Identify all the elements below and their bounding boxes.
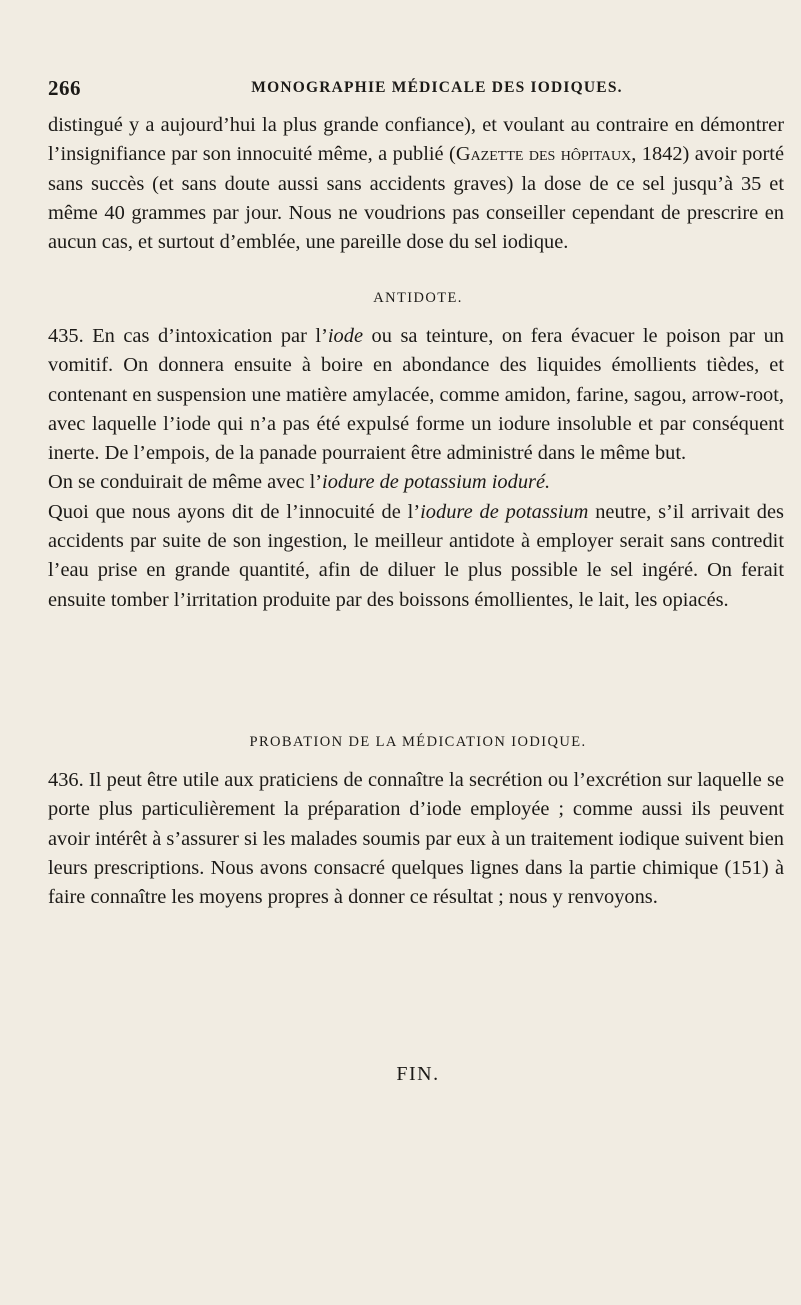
page-header	[48, 76, 788, 108]
section-heading-probation: PROBATION DE LA MÉDICATION IODIQUE.	[249, 734, 587, 750]
running-head: MONOGRAPHIE MÉDICALE DES IODIQUES.	[251, 79, 623, 96]
paragraph: Quoi que nous ayons dit de l’innocuité de l’iodure de potassium neutre, s’il arrivait des accidents par suite de son ingestion, le meilleur antidote à employer serait sans contredit l’eau prise en grande quantité, afin de diluer le plus possible le sel ingéré. On ferait ensuite tomber l’irritation produite par des boissons émollientes, le lait, les opiacés.	[48, 500, 784, 611]
page-number: 266	[48, 76, 81, 100]
paragraph: On se conduirait de même avec l’iodure de potassium ioduré.	[48, 471, 551, 494]
probation-section	[48, 766, 784, 912]
end-mark: FIN.	[396, 1063, 440, 1085]
paragraph-436: 436. Il peut être utile aux praticiens de connaître la secrétion ou l’excrétion sur laquelle se porte plus particulièrement la préparation d’iode employée ; comme aussi ils peuvent avoir intérêt à s’assurer si les malades soumis par eux à un traitement iodique suivent bien leurs prescriptions. Nous avons consacré quelques lignes dans la partie chimique (151) à faire connaître les moyens propres à donner ce résultat ; nous y renvoyons.	[48, 769, 784, 909]
section-heading-antidote: ANTIDOTE.	[373, 290, 463, 306]
paragraph-435: 435. En cas d’intoxication par l’iode ou sa teinture, on fera évacuer le poison par un vomitif. On donnera ensuite à boire en abondance des liquides émollients tièdes, et contenant en suspension une matière amylacée, comme amidon, farine, sagou, arrow-root, avec laquelle l’iode qui n’a pas été expulsé forme un iodure insoluble et par conséquent inerte. De l’empois, de la panade pourraient être administré dans le même but.	[48, 325, 784, 465]
citation-journal: Gazette des hôpitaux	[455, 143, 632, 166]
paragraph: distingué y a aujourd’hui la plus grande confiance), et voulant au contraire en démontrer l’insignifiance par son innocuité même, a publié (Gazette des hôpitaux, 1842) avoir porté sans succès (et sans doute aussi sans accidents graves) la dose de ce sel jusqu’à 35 et même 40 grammes par jour. Nous ne voudrions pas conseiller cependant de prescrire en aucun cas, et surtout d’emblée, une pareille dose du sel iodique.	[48, 114, 784, 254]
continuation-paragraph	[48, 111, 784, 257]
antidote-section	[48, 322, 784, 615]
